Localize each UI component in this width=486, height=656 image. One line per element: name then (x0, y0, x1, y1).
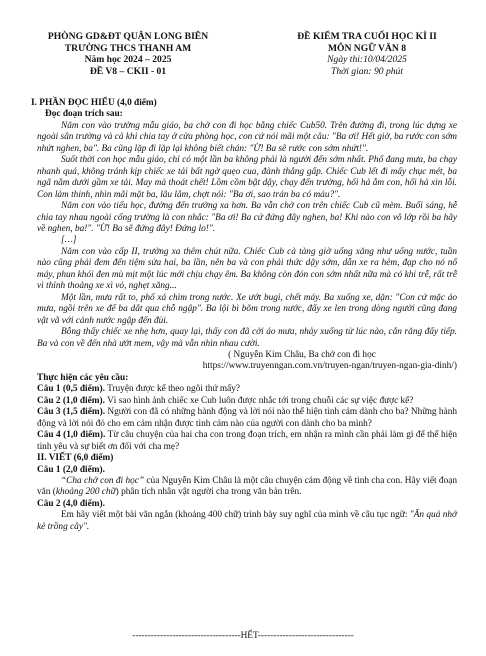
exam-header (262, 31, 472, 77)
question-1: Câu 1 (0,5 điểm). Truyện được kể theo ngôi thứ mấy? (37, 384, 240, 395)
passage-paragraph: Năm con vào cấp II, trường xa thêm chút nữa. Chiếc Cub cà tàng giờ uống xăng như uống nước, tuần nào cũng phải đem đến tiệm sửa hai, ba lần, nên ba và con phải thức dậy sớm, dẫn xe ra hẻm, đạp cho nó nổ máy, phun khói đen mù mịt một lúc mới chịu chạy êm. Ba không còn đón con sớm nhất nữa mà có khi trễ, rất trễ vì thỉnh thoảng xe xì vỏ, nghẹt xăng... (37, 246, 457, 292)
writing-question-1: “Cha chở con đi học” của Nguyễn Kim Châu là một câu chuyện cảm động về tình cha con. Hãy viết đoạn văn (khoảng 200 chữ) phân tích nhân vật người cha trong văn bản trên. (37, 475, 457, 498)
writing-question-2: Em hãy viết một bài văn ngắn (khoảng 400 chữ) trình bày suy nghĩ của mình về câu tục ngữ: "Ăn quả nhớ kẻ trồng cây". (37, 510, 457, 532)
exam-body (31, 98, 458, 533)
question-3: Câu 3 (1,5 điểm). Người con đã có những hành động và lời nói nào thể hiện tình cảm dành cho ba? Những hành động và lời nói đó cho em cảm nhận được tình cảm nào của người con dành cho ba mình? (37, 407, 458, 429)
department-name: PHÒNG GD&ĐT QUẬN LONG BIÊN (47, 31, 209, 42)
passage-paragraph: Một lần, mưa rất to, phố xá chìm trong nước. Xe ướt bugi, chết máy. Ba xuống xe, dặn: "Con cứ mặc áo mưa, ngồi trên xe để ba dắt qua chỗ ngập". Ba lội bì bõm trong nước, đẩy xe len trong dòng người cũng đang vật vã với cảnh nước ngập đến đùi. (37, 292, 457, 326)
writing-question-2-label: Câu 2 (4,0 điểm). (37, 498, 105, 509)
passage-paragraph: Bỗng thấy chiếc xe nhẹ hơn, quay lại, thấy con đã cởi áo mưa, nhảy xuống từ lúc nào, cắn răng đẩy tiếp. Ba và con về đến nhà ướt mem, vậy mà vẫn nhìn nhau cười. (37, 327, 457, 349)
passage-source-url: https://www.truyenngan.com.vn/truyen-ngan/truyen-ngan-gia-dinh/) (202, 361, 457, 372)
subject-name: MÔN NGỮ VĂN 8 (327, 42, 407, 54)
passage-ellipsis: […] (61, 235, 77, 246)
passage-paragraph: Suốt thời con học mẫu giáo, chỉ có một lần ba không phải là người đến sớm nhất. Phố đang mưa, ba chạy nhanh quá, không tránh kịp chiếc xe tải bất ngờ quẹo cua, đành thắng gấp. Chiếc Cub lết đi mấy chục mét, ba ngã nằm dưới gầm xe tải. May mà thoát chết! Lồm cồm bật dậy, chạy đến trường, hối hả ẵm con, hối hả xin lỗi. Con làm thinh, nhìn mãi mặt ba, lâu lắm, chợt nói: "Ba ơi, sao trán ba có máu?". (37, 155, 457, 200)
school-name: TRƯỜNG THCS THANH AM (64, 42, 192, 54)
question-4: Câu 4 (1,0 điểm). Từ câu chuyện của hai cha con trong đoạn trích, em nhận ra mình cần phải làm gì để thể hiện tình yêu và sự biết ơn đối với cha mẹ? (37, 430, 457, 452)
question-2: Câu 2 (1,0 điểm). Vì sao hình ảnh chiếc xe Cub luôn được nhắc tới trong chuỗi các sự việc được kể? (37, 395, 414, 406)
exam-code: ĐỀ V8 – CKII - 01 (89, 65, 167, 77)
school-year: Năm học 2024 – 2025 (84, 54, 172, 66)
exam-date: Ngày thi:10/04/2025 (327, 54, 407, 66)
writing-question-1-label: Câu 1 (2,0 điểm). (37, 464, 105, 475)
reading-section-title: I. PHẦN ĐỌC HIỂU (4,0 điểm) (31, 98, 157, 108)
passage-paragraph: Năm con vào tiểu học, đường đến trường xa hơn. Ba vẫn chở con trên chiếc Cub cũ mèm. Buổi sáng, hễ chia tay nhau ngoài cổng trường là con nhắc: "Ba ơi! Ba cứ đứng đây nghen, ba! Khi nào con vô lớp rồi ba hãy về nghen, ba!". "Ừ! Ba sẽ đứng đây! Đứng lo!". (37, 201, 457, 234)
writing-section-title: II. VIẾT (6,0 điểm) (37, 453, 114, 464)
passage-paragraph: Năm con vào trường mẫu giáo, ba chở con đi học bằng chiếc Cub50. Trên đường đi, trong lúc dựng xe ngoài sân trường và cả khi chia tay ở cửa phòng học, con cứ nói mãi một câu: "Ba ơi! Hết giờ, ba rước con sớm nhứt nghen, ba". Ba cũng lặp đi lặp lại không biết chán: "Ừ! Ba sẽ rước con sớm nhứt!". (37, 120, 457, 154)
exam-title: ĐỀ KIỂM TRA CUỐI HỌC KÌ II (297, 31, 437, 42)
passage-source: ( Nguyễn Kim Châu, Ba chở con đi học (228, 349, 376, 360)
school-header (18, 31, 238, 77)
exam-duration: Thời gian: 90 phút (330, 65, 403, 77)
requirements-title: Thực hiện các yêu cầu: (37, 372, 129, 383)
reading-instruction: Đọc đoạn trích sau: (45, 109, 123, 120)
end-marker: -----------------------------------HẾT------------------------------- (132, 631, 354, 641)
